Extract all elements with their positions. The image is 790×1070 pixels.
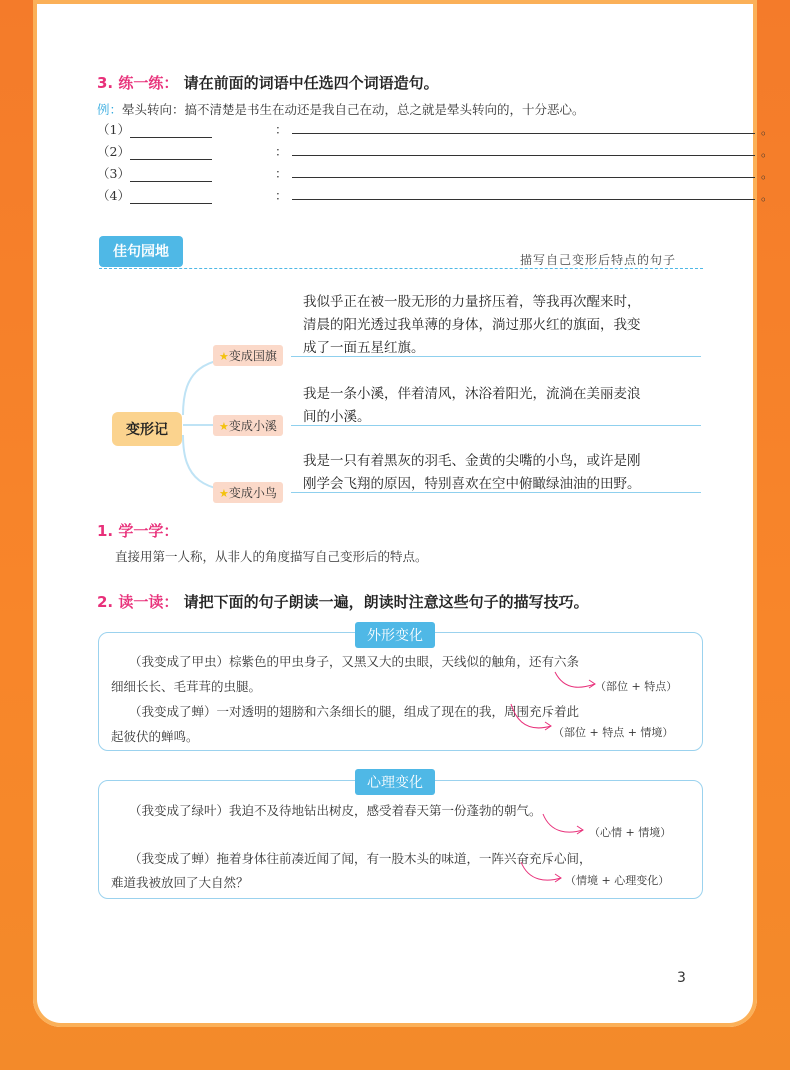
sentence-blank[interactable] (292, 155, 755, 156)
practice-line-number: （4） (97, 188, 130, 203)
colon: ： (275, 188, 288, 203)
section3-example (97, 100, 585, 118)
text-line: 刚学会飞翔的原因，特别喜欢在空中俯瞰绿油油的田野。 (303, 476, 641, 492)
box1-p1-line1: （我变成了甲虫）棕紫色的甲虫身子，又黑又大的虫眼，天线似的触角，还有六条 (129, 654, 580, 669)
section2-heading (97, 591, 589, 612)
arrow-icon (509, 700, 555, 734)
section3-number: 3. (97, 74, 114, 92)
sentence-blank[interactable] (292, 199, 755, 200)
colon: ： (275, 166, 288, 181)
mindmap-center: 变形记 (112, 412, 182, 446)
arrow-icon (519, 858, 565, 886)
jiaju-divider (99, 268, 703, 269)
branch-text-stream (303, 383, 723, 429)
practice-line-number: （2） (97, 144, 130, 159)
appearance-change-title: 外形变化 (355, 622, 435, 648)
period: 。 (761, 188, 774, 203)
practice-line[interactable] (97, 164, 774, 186)
section1-heading (97, 520, 178, 541)
mental-change-title: 心理变化 (355, 769, 435, 795)
sentence-blank[interactable] (292, 177, 755, 178)
colon: ： (275, 144, 288, 159)
box1-p1-line2: 细细长长、毛茸茸的虫腿。 (111, 679, 262, 694)
period: 。 (761, 122, 774, 137)
box1-p2-line2: 起彼伏的蝉鸣。 (111, 729, 199, 744)
text-line: 间的小溪。 (303, 409, 371, 425)
word-blank[interactable] (130, 145, 212, 160)
period: 。 (761, 144, 774, 159)
word-blank[interactable] (130, 167, 212, 182)
jiaju-subtitle: 描写自己变形后特点的句子 (520, 253, 677, 267)
box2-p2-line2: 难道我被放回了大自然？ (111, 875, 249, 890)
box2-p2-line1: （我变成了蝉）拖着身体往前凑近闻了闻，有一股木头的味道，一阵兴奋充斥心间， (129, 851, 592, 866)
arrow-icon (541, 810, 587, 838)
text-line: 我是一条小溪，伴着清风，沐浴着阳光，流淌在美丽麦浪 (303, 386, 641, 402)
branch-text-flag (303, 291, 723, 360)
sentence-blank[interactable] (292, 133, 755, 134)
box2-p1-line1: （我变成了绿叶）我迫不及待地钻出树皮，感受着春天第一份蓬勃的朝气。 (129, 803, 542, 818)
branch-badge-bird (213, 482, 283, 503)
box2-p2-annotation: （情境 + 心理变化） (565, 874, 670, 887)
practice-lines (97, 120, 774, 208)
branch-label: 变成小溪 (228, 419, 277, 433)
section2-text: 请把下面的句子朗读一遍，朗读时注意这些句子的描写技巧。 (183, 593, 589, 611)
section1-text: 直接用第一人称，从非人的角度描写自己变形后的特点。 (115, 549, 428, 564)
practice-line[interactable] (97, 120, 774, 142)
section2-number: 2. (97, 593, 114, 611)
text-line: 我是一只有着黑灰的羽毛、金黄的尖嘴的小鸟，或许是刚 (303, 453, 641, 469)
star-icon: ★ (219, 420, 229, 433)
practice-line-number: （3） (97, 166, 130, 181)
example-label: 例： (97, 102, 123, 117)
box1-p1-annotation: （部位 + 特点） (595, 680, 678, 693)
section3-text: 请在前面的词语中任选四个词语造句。 (183, 74, 439, 92)
star-icon: ★ (219, 350, 229, 363)
section2-key: 读一读： (118, 593, 179, 611)
text-line: 清晨的阳光透过我单薄的身体，淌过那火红的旗面，我变 (303, 317, 641, 333)
word-blank[interactable] (130, 189, 212, 204)
text-line: 成了一面五星红旗。 (303, 340, 425, 356)
period: 。 (761, 166, 774, 181)
branch-label: 变成小鸟 (228, 486, 277, 500)
section3-heading (97, 72, 439, 93)
star-icon: ★ (219, 487, 229, 500)
practice-line-number: （1） (97, 122, 130, 137)
jiaju-tag: 佳句园地 (99, 236, 183, 267)
example-text: 晕头转向：搞不清楚是书生在动还是我自己在动，总之就是晕头转向的，十分恶心。 (122, 102, 585, 117)
branch-badge-flag (213, 345, 283, 366)
section1-number: 1. (97, 522, 114, 540)
colon: ： (275, 122, 288, 137)
page-number: 3 (677, 970, 686, 986)
box1-p2-annotation: （部位 + 特点 + 情境） (553, 726, 674, 739)
section1-key: 学一学： (118, 522, 179, 540)
branch-badge-stream (213, 415, 283, 436)
branch-text-bird (303, 450, 723, 496)
practice-line[interactable] (97, 142, 774, 164)
text-line: 我似乎正在被一股无形的力量挤压着，等我再次醒来时， (303, 294, 641, 310)
practice-line[interactable] (97, 186, 774, 208)
box2-p1-annotation: （心情 + 情境） (589, 826, 672, 839)
box1-p2-line1: （我变成了蝉）一对透明的翅膀和六条细长的腿，组成了现在的我，周围充斥着此 (129, 704, 580, 719)
section3-key: 练一练： (118, 74, 179, 92)
branch-label: 变成国旗 (228, 349, 277, 363)
page-sheet (33, 0, 774, 1027)
word-blank[interactable] (130, 123, 212, 138)
arrow-icon (553, 668, 599, 694)
